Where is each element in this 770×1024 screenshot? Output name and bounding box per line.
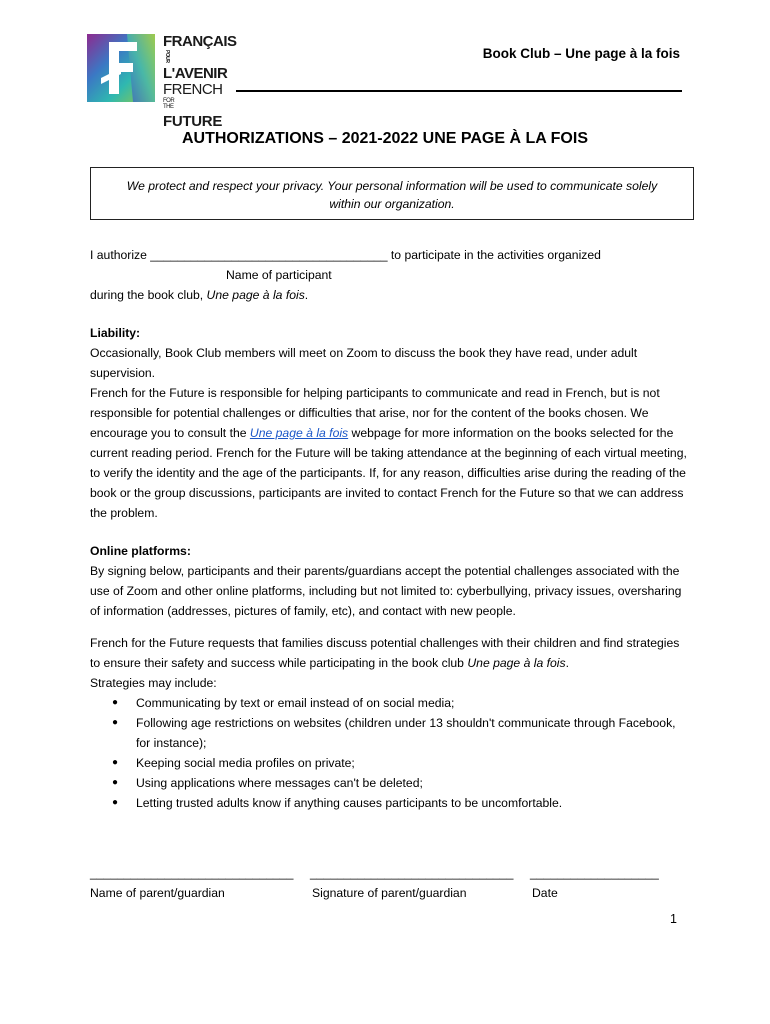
- online-paragraph-1: By signing below, participants and their parents/guardians accept the potential challenges associated with the use of Zoom and other online platforms, including but not limited to: cyberbullying, privacy issues, oversharing of information (addresses, pictures of family, etc), and contact with new people.: [90, 564, 682, 618]
- document-body: [90, 245, 690, 813]
- date-label: Date: [532, 886, 558, 900]
- online-paragraph-2: French for the Future requests that families discuss potential challenges with their children and find strategies to ensure their safety and success while participating in the book club Une page à la fois.: [90, 636, 680, 670]
- strategies-list: [90, 693, 690, 813]
- parent-signature-label: Signature of parent/guardian: [312, 886, 467, 900]
- liability-paragraph-1: Occasionally, Book Club members will meet on Zoom to discuss the book they have read, under adult supervision.: [90, 346, 638, 380]
- une-page-a-la-fois-link[interactable]: Une page à la fois: [249, 426, 349, 440]
- list-item: ● Communicating by text or email instead of on social media;: [112, 693, 690, 713]
- list-item: ● Following age restrictions on websites (children under 13 shouldn't communicate through Facebook, for instance);: [112, 713, 690, 753]
- date-field[interactable]: ___________________ Date: [530, 863, 659, 903]
- liability-paragraph-2: French for the Future is responsible for helping participants to communicate and read in French, but is not responsible for potential challenges or difficulties that arise, nor for the content of the books chosen. We encourage you to consult the Une page à la fois webpage for more information on the books selected for the current reading period. French for the Future will be taking attendance at the beginning of each virtual meeting, to verify the identity and the age of the participants. If, for any reason, difficulties arise during the reading of the book or the group discussions, participants are invited to contact French for the Future so that we can address the problem.: [90, 386, 687, 520]
- header-divider: [236, 90, 682, 92]
- parent-name-field[interactable]: ______________________________ Name of parent/guardian: [90, 863, 293, 903]
- authorize-line[interactable]: I authorize ___________________________________ to participate in the activities organized: [90, 248, 601, 262]
- parent-name-label: Name of parent/guardian: [90, 886, 225, 900]
- french-for-the-future-logo: [87, 33, 237, 130]
- privacy-notice: We protect and respect your privacy. Your personal information will be used to communicate solely within our organization.: [90, 167, 694, 220]
- online-platforms-heading: Online platforms:: [90, 544, 191, 558]
- liability-heading: Liability:: [90, 326, 141, 340]
- list-item: ● Keeping social media profiles on private;: [112, 753, 690, 773]
- list-item: ● Using applications where messages can't be deleted;: [112, 773, 690, 793]
- page-number: 1: [670, 912, 677, 926]
- logo-wordmark: FRANÇAISPOUR L'AVENIR FRENCHFOR THE FUTURE: [163, 33, 237, 130]
- strategies-intro: Strategies may include:: [90, 676, 217, 690]
- parent-signature-field[interactable]: ______________________________ Signature of parent/guardian: [310, 863, 513, 903]
- list-item: ● Letting trusted adults know if anything causes participants to be uncomfortable.: [112, 793, 690, 813]
- page-title: AUTHORIZATIONS – 2021-2022 UNE PAGE À LA FOIS: [181, 130, 588, 147]
- header-title: Book Club – Une page à la fois: [482, 46, 680, 61]
- during-line: during the book club, Une page à la fois.: [90, 288, 309, 302]
- logo-mark-icon: [87, 34, 155, 102]
- participant-name-caption: Name of participant: [226, 268, 332, 282]
